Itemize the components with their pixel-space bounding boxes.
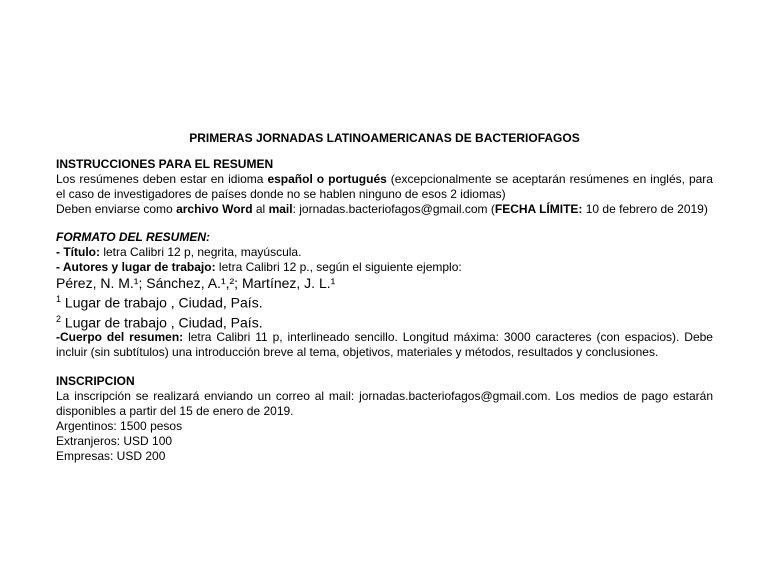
deadline-label: FECHA LÍMITE: [494,202,583,216]
authors-format-text: letra Calibri 12 p., según el siguiente ejemplo: [215,260,462,274]
mail-bold: mail [268,202,293,216]
registration-heading: INSCRIPCION [56,374,135,388]
document-title: PRIMERAS JORNADAS LATINOAMERICANAS DE BACTERIOFAGOS [189,131,580,145]
affiliation-1-number: 1 [56,294,62,304]
body-format-paragraph [56,330,713,360]
submission-paragraph [56,202,713,217]
title-format-line [56,245,713,260]
deadline-date: 10 de febrero de 2019) [582,202,708,216]
language-note: (excepcionalmente se aceptarán resúmenes en inglés, para el caso de investigadores de países donde no se hablen ninguno de esos 2 idiomas) [56,172,713,201]
document-page [56,0,713,576]
title-format-text: letra Calibri 12 p, negrita, mayúscula. [99,245,302,259]
authors-format-line [56,260,713,275]
format-heading: FORMATO DEL RESUMEN: [56,230,211,244]
affiliation-2-number: 2 [56,313,62,324]
affiliation-1 [56,291,713,311]
email-address: : jornadas.bacteriofagos@gmail.com ( [292,202,495,216]
example-authors: Pérez, N. M.¹; Sánchez, A.¹,²; Martínez, J. L.¹ [56,275,336,291]
affiliation-1-text: Lugar de trabajo , Ciudad, País. [61,294,263,311]
instructions-section [56,157,713,217]
price-extranjeros: Extranjeros: USD 100 [56,434,173,448]
body-format-label: -Cuerpo del resumen: [56,330,184,345]
authors-format-label: - Autores y lugar de trabajo: [56,260,216,274]
submission-text: Deben enviarse como [56,202,177,216]
price-empresas: Empresas: USD 200 [56,449,166,463]
affiliation-2 [56,311,713,331]
body-format-text: letra Calibri 11 p, interlineado sencillo. Longitud máxima: 3000 caracteres (con espacios). Debe incluir (sin subtítulos) una introducción breve al tema, objetivos, materiales y métodos, resultados y conclusiones. [56,330,713,360]
language-text: Los resúmenes deben estar en idioma [56,172,268,186]
registration-paragraph: La inscripción se realizará enviando un correo al mail: jornadas.bacteriofagos@gmail.com. Los medios de pago estarán disponibles a partir del 15 de enero de 2019. [56,389,713,418]
affiliation-2-text: Lugar de trabajo , Ciudad, País. [61,314,263,331]
file-format-bold: archivo Word [176,202,253,216]
language-bold: español o portugués [267,172,387,186]
price-argentinos: Argentinos: 1500 pesos [56,419,183,433]
instructions-heading: INSTRUCCIONES PARA EL RESUMEN [56,157,274,171]
language-paragraph [56,172,713,202]
title-format-label: - Título: [56,245,100,259]
format-section [56,230,713,360]
submission-text-2: al [252,202,269,216]
registration-section [56,374,713,464]
